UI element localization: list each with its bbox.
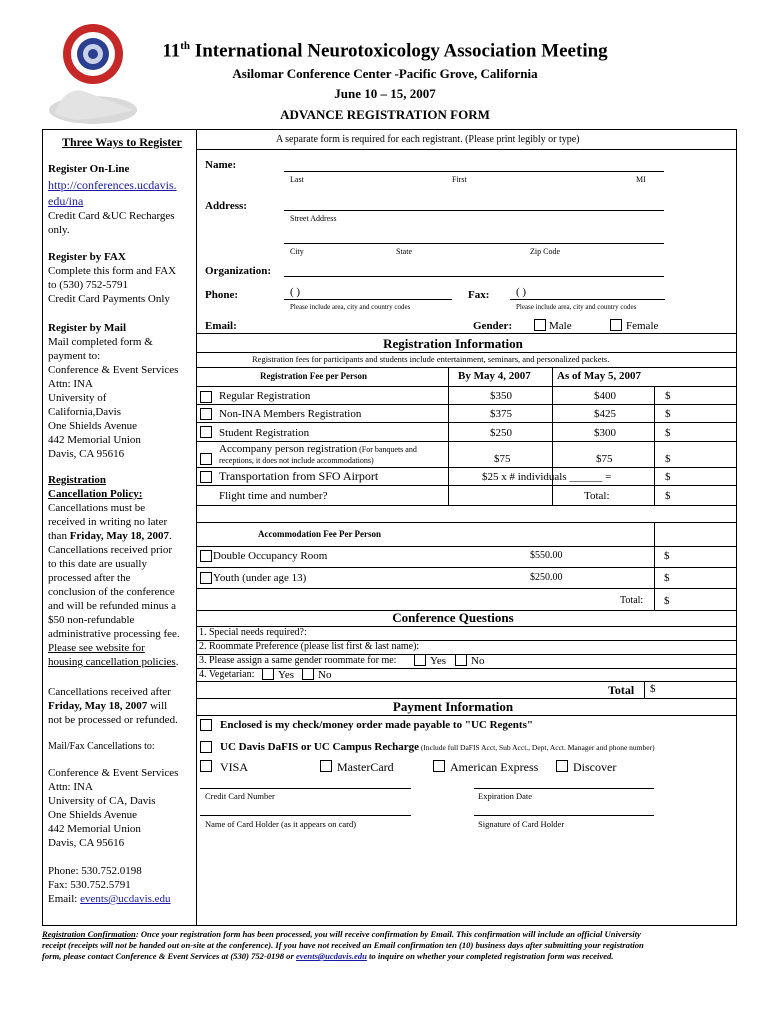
accompany-label: Accompany person registration (For banquets and <box>219 443 417 455</box>
grand-total-value[interactable]: $ <box>650 683 656 695</box>
registration-note: Registration fees for participants and students include entertainment, seminars, and personalized packets. <box>252 354 610 364</box>
register-online-block: Register On-Line http://conferences.ucdavis. edu/ina Credit Card &UC Recharges only. <box>48 162 198 237</box>
question-vegetarian: 4. Vegetarian: <box>199 669 255 680</box>
expiration-field[interactable] <box>474 788 654 789</box>
form-note: A separate form is required for each registrant. (Please print legibly or type) <box>276 134 580 145</box>
visa-checkbox[interactable] <box>200 760 212 772</box>
cc-number-field[interactable] <box>200 788 411 789</box>
page-title: 11th International Neurotoxicology Association Meeting <box>162 40 608 62</box>
late-header: As of May 5, 2007 <box>557 370 642 382</box>
flight-label: Flight time and number? <box>219 490 328 502</box>
early-header: By May 4, 2007 <box>458 370 531 382</box>
name-label: Name: <box>205 159 237 171</box>
youth-room-label: Youth (under age 13) <box>213 572 307 584</box>
cancellation-address-block: Conference & Event Services Attn: INA University of CA, Davis One Shields Avenue 442 Memorial Union Davis, CA 95616 <box>48 767 179 849</box>
check-payment-label: Enclosed is my check/money order made payable to "UC Regents" <box>220 719 533 731</box>
signature-field[interactable] <box>474 815 654 816</box>
first-label: First <box>452 175 467 184</box>
contact-email[interactable]: Email: events@ucdavis.edu <box>48 893 171 905</box>
sfo-transport-label: Transportation from SFO Airport <box>219 469 379 483</box>
youth-room-checkbox[interactable] <box>200 572 212 584</box>
dafis-payment-label: UC Davis DaFIS or UC Campus Recharge (Include full DaFIS Acct, Sub Acct., Dept, Acct. Manager and phone number) <box>220 741 655 753</box>
registration-heading: Registration Information <box>383 336 523 351</box>
phone-label: Phone: <box>205 289 238 301</box>
contact-fax: Fax: 530.752.5791 <box>48 879 131 891</box>
city-label: City <box>290 247 304 256</box>
fax-field[interactable] <box>510 299 665 300</box>
email-rule <box>196 333 737 334</box>
amex-checkbox[interactable] <box>433 760 445 772</box>
card-holder-label: Name of Card Holder (as it appears on card) <box>205 819 357 829</box>
fax-codes-note: Please include area, city and country codes <box>516 303 637 311</box>
accommodation-header: Accommodation Fee Per Person <box>258 529 382 539</box>
mastercard-label: MasterCard <box>337 760 394 774</box>
cancellation-policy-block: Registration Cancellation Policy: Cancellations must be received in writing no later than Friday, May 18, 2007. Cancellations received prior to this date are usually processed after the conclusion of the conference and will be refunded minus a $50 non-refundable administrative processing fee. Please see website for housing cancellation policies. <box>48 474 180 668</box>
contact-phone: Phone: 530.752.0198 <box>48 865 142 877</box>
question-roommate-pref[interactable]: 2. Roommate Preference (please list first & last name): <box>199 641 420 652</box>
register-fax-block: Register by FAX Complete this form and FAX to (530) 752-5791 Credit Card Payments Only <box>48 251 177 305</box>
online-url[interactable]: http://conferences.ucdavis. edu/ina <box>48 178 177 208</box>
dafis-payment-checkbox[interactable] <box>200 741 212 753</box>
contact-block <box>48 864 198 906</box>
fax-area: ( ) <box>516 286 527 298</box>
city-state-zip-field[interactable] <box>284 243 664 244</box>
regular-registration-checkbox[interactable] <box>200 391 212 403</box>
discover-checkbox[interactable] <box>556 760 568 772</box>
double-room-label: Double Occupancy Room <box>213 550 328 562</box>
zip-label: Zip Code <box>530 247 560 256</box>
fee-header: Registration Fee per Person <box>260 371 368 381</box>
mi-label: MI <box>636 175 646 184</box>
visa-label: VISA <box>220 760 249 774</box>
question-same-gender: 3. Please assign a same gender roommate for me: <box>199 655 397 666</box>
same-gender-no-checkbox[interactable] <box>455 654 467 666</box>
expiration-label: Expiration Date <box>478 791 533 801</box>
vegetarian-no-checkbox[interactable] <box>302 668 314 680</box>
gender-label: Gender: <box>473 320 513 332</box>
state-label: State <box>396 247 412 256</box>
address-label: Address: <box>205 200 247 212</box>
phone-area: ( ) <box>290 286 301 298</box>
last-label: Last <box>290 175 304 184</box>
card-holder-field[interactable] <box>200 815 411 816</box>
regular-registration-label: Regular Registration <box>219 390 311 402</box>
grand-total-label: Total <box>608 683 635 697</box>
accompany-registration-checkbox[interactable] <box>200 453 212 465</box>
check-payment-checkbox[interactable] <box>200 719 212 731</box>
mastercard-checkbox[interactable] <box>320 760 332 772</box>
name-field[interactable] <box>284 171 664 172</box>
payment-heading: Payment Information <box>392 699 514 714</box>
location-line: Asilomar Conference Center -Pacific Grove, California <box>232 66 538 81</box>
email-label: Email: <box>205 320 237 332</box>
register-mail-block: Register by Mail Mail completed form & payment to: Conference & Event Services Attn: INA University of California,Davis One Shields Avenue 442 Memorial Union Davis, CA 95616 <box>48 322 179 460</box>
sfo-calc[interactable]: $25 x # individuals ______ = <box>482 471 612 483</box>
same-gender-yes-checkbox[interactable] <box>414 654 426 666</box>
vegetarian-yes-checkbox[interactable] <box>262 668 274 680</box>
discover-label: Discover <box>573 760 617 774</box>
organization-field[interactable] <box>284 276 664 277</box>
late-cancellation-block: Cancellations received after Friday, May 18, 2007 will not be processed or refunded. <box>48 686 178 726</box>
double-room-checkbox[interactable] <box>200 550 212 562</box>
cc-number-label: Credit Card Number <box>205 791 275 801</box>
signature-label: Signature of Card Holder <box>478 819 565 829</box>
student-registration-label: Student Registration <box>219 427 310 439</box>
non-ina-registration-checkbox[interactable] <box>200 408 212 420</box>
sfo-transport-checkbox[interactable] <box>200 471 212 483</box>
questions-heading: Conference Questions <box>392 610 514 625</box>
male-label: Male <box>549 320 572 332</box>
accompany-note: receptions, it does not include accommodations) <box>219 456 374 465</box>
online-heading: Register On-Line <box>48 163 130 175</box>
question-special-needs[interactable]: 1. Special needs required?: <box>199 627 307 638</box>
street-label: Street Address <box>290 214 337 223</box>
left-heading: Three Ways to Register <box>62 135 182 149</box>
student-registration-checkbox[interactable] <box>200 426 212 438</box>
fax-label: Fax: <box>468 289 490 301</box>
gender-male-checkbox[interactable] <box>534 319 546 331</box>
phone-codes-note: Please include area, city and country codes <box>290 303 411 311</box>
phone-field[interactable] <box>284 299 452 300</box>
confirmation-note: Registration Confirmation: Once your registration form has been processed, you will receive confirmation by Email. This confirmation will include an official University receipt (receipts will not be handed out on-site at the conference). If you have not received an Email confirmation ten (10) business days after submitting your registration form, please contact Conference & Event Services at (530) 752-0198 or events@ucdavis.edu to inquire on whether your completed registration form was received. <box>42 929 644 961</box>
organization-label: Organization: <box>205 265 271 277</box>
street-field[interactable] <box>284 210 664 211</box>
dates-line: June 10 – 15, 2007 <box>334 86 436 101</box>
mailfax-label: Mail/Fax Cancellations to: <box>48 741 155 752</box>
amex-label: American Express <box>450 760 539 774</box>
female-label: Female <box>626 320 659 332</box>
form-title: ADVANCE REGISTRATION FORM <box>280 107 490 122</box>
non-ina-registration-label: Non-INA Members Registration <box>219 408 362 420</box>
note-rule <box>196 149 737 150</box>
gender-female-checkbox[interactable] <box>610 319 622 331</box>
